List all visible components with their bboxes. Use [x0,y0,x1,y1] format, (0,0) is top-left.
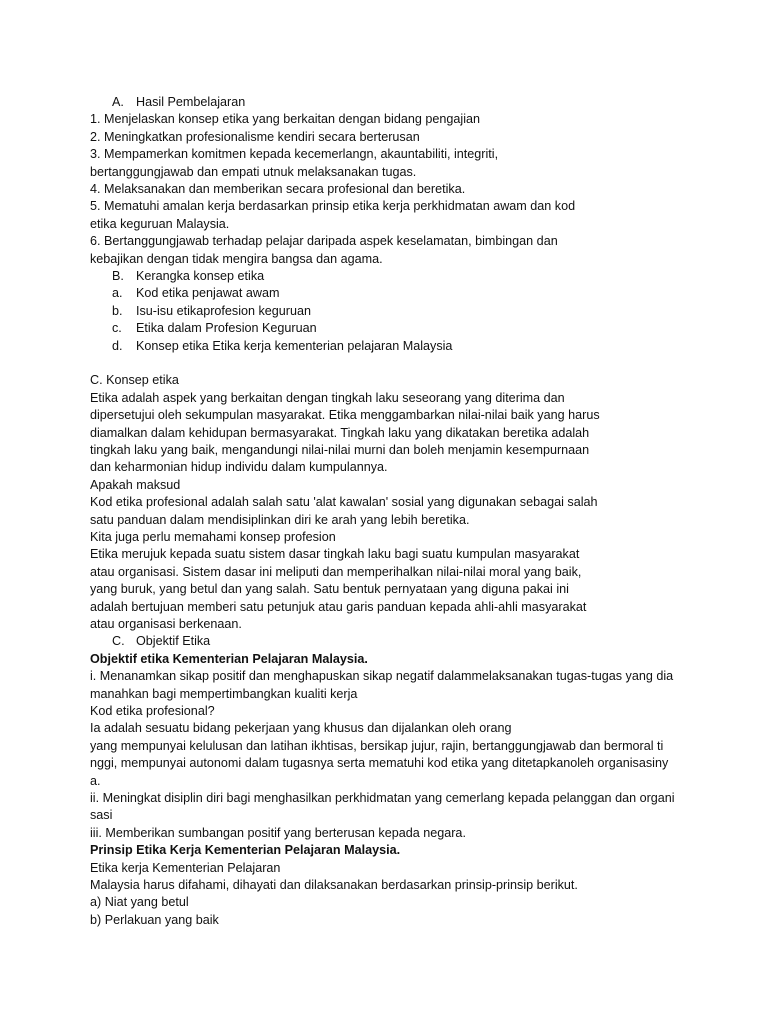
text-line: C. Konsep etika [90,373,179,388]
text-line: 5. Mematuhi amalan kerja berdasarkan prinsip etika kerja perkhidmatan awam dan kod [90,199,576,214]
list-marker: d. [112,338,123,353]
text-line: yang buruk, yang betul dan yang salah. Satu bentuk pernyataan yang diguna pakai ini [90,582,569,597]
list-item-text: Kod etika penjawat awam [136,286,280,301]
text-line: Ia adalah sesuatu bidang pekerjaan yang khusus dan dijalankan oleh orang [90,721,512,736]
text-line: 6. Bertanggungjawab terhadap pelajar daripada aspek keselamatan, bimbingan dan [90,234,558,249]
text-line: Etika adalah aspek yang berkaitan dengan tingkah laku seseorang yang diterima dan [90,390,565,405]
text-line: iii. Memberikan sumbangan positif yang berterusan kepada negara. [90,825,466,840]
text-line: Etika merujuk kepada suatu sistem dasar tingkah laku bagi suatu kumpulan masyarakat [90,547,580,562]
text-line: a. [90,773,101,788]
list-item-text: Konsep etika Etika kerja kementerian pelajaran Malaysia [136,338,453,353]
text-line: atau organisasi. Sistem dasar ini meliputi dan memperihalkan nilai-nilai moral yang baik, [90,564,582,579]
text-line: manahkan bagi mempertimbangkan kualiti kerja [90,686,358,701]
text-line: 2. Meningkatkan profesionalisme kendiri secara berterusan [90,129,420,144]
list-item-text: Etika dalam Profesion Keguruan [136,321,317,336]
text-line: satu panduan dalam mendisiplinkan diri ke arah yang lebih beretika. [90,512,470,527]
text-line: Etika kerja Kementerian Pelajaran [90,860,281,875]
list-marker: a. [112,286,123,301]
text-line: kebajikan dengan tidak mengira bangsa dan agama. [90,251,383,266]
list-marker: C. [112,634,125,649]
text-line: Malaysia harus difahami, dihayati dan dilaksanakan berdasarkan prinsip-prinsip berikut. [90,878,578,892]
text-line: Kod etika profesional adalah salah satu 'alat kawalan' sosial yang digunakan sebagai salah [90,495,598,510]
list-item-text: Isu-isu etikaprofesion keguruan [136,303,312,318]
text-line: 3. Mempamerkan komitmen kepada kecemerlangn, akauntabiliti, integriti, [90,147,499,162]
text-line: etika keguruan Malaysia. [90,216,230,231]
list-marker: B. [112,269,124,283]
list-marker: c. [112,321,122,336]
list-marker: A. [112,95,124,109]
section-heading: Objektif etika Kementerian Pelajaran Malaysia. [90,651,368,666]
text-line: dan keharmonian hidup individu dalam kumpulannya. [90,460,388,475]
text-line: i. Menanamkan sikap positif dan menghapuskan sikap negatif dalammelaksanakan tugas-tugas yang dia [90,669,674,684]
text-line: Apakah maksud [90,477,181,492]
text-line: adalah bertujuan memberi satu petunjuk atau garis panduan kepada ahli-ahli masyarakat [90,599,587,614]
text-line: 1. Menjelaskan konsep etika yang berkaitan dengan bidang pengajian [90,112,480,127]
text-line: 4. Melaksanakan dan memberikan secara profesional dan beretika. [90,182,466,196]
text-line: tingkah laku yang baik, mengandungi nilai-nilai murni dan boleh menjamin kesempurnaan [90,443,590,457]
text-line: Kod etika profesional? [90,704,215,718]
list-item-text: Kerangka konsep etika [136,269,265,283]
list-marker: b. [112,303,123,318]
text-line: nggi, mempunyai autonomi dalam tugasnya serta mematuhi kod etika yang ditetapkanoleh organisasiny [90,756,669,771]
text-line: a) Niat yang betul [90,895,189,910]
text-line: Kita juga perlu memahami konsep profesion [90,530,336,544]
list-item-text: Objektif Etika [136,634,211,649]
text-line: bertanggungjawab dan empati utnuk melaksanakan tugas. [90,164,417,179]
list-item-text: Hasil Pembelajaran [136,95,246,109]
text-line: ii. Meningkat disiplin diri bagi menghasilkan perkhidmatan yang cemerlang kepada pelanggan dan organi [90,791,675,805]
text-line: b) Perlakuan yang baik [90,912,219,927]
text-line: sasi [90,808,113,823]
text-line: diamalkan dalam kehidupan bermasyarakat. Tingkah laku yang dikatakan beretika adalah [90,425,590,440]
text-line: yang mempunyai kelulusan dan latihan ikhtisas, bersikap jujur, rajin, bertanggungjawab dan bermoral ti [90,738,664,753]
text-line: dipersetujui oleh sekumpulan masyarakat. Etika menggambarkan nilai-nilai baik yang harus [90,408,600,423]
text-line: atau organisasi berkenaan. [90,617,242,631]
section-heading: Prinsip Etika Kerja Kementerian Pelajaran Malaysia. [90,843,401,858]
